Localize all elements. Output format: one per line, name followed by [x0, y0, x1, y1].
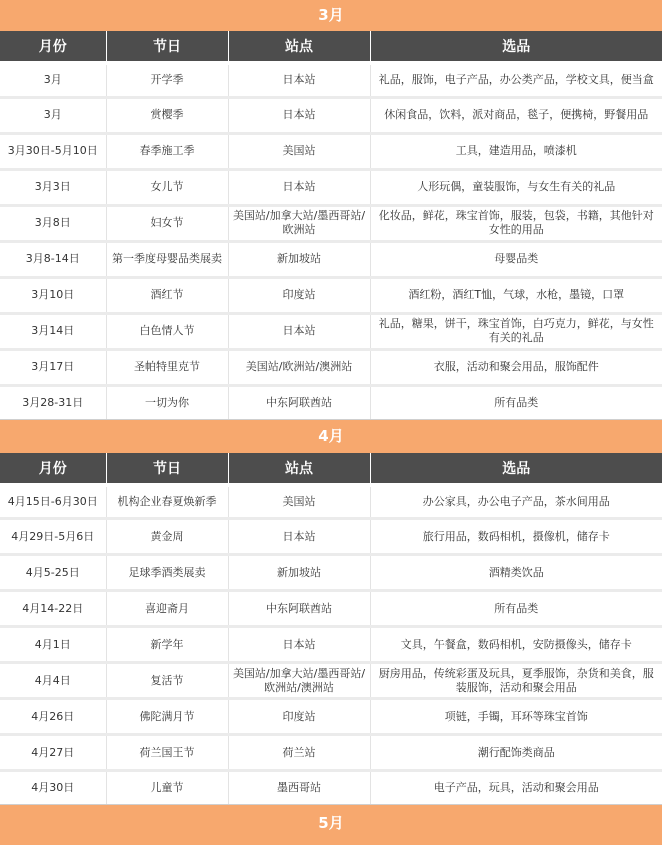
cell-festival: 黄金周: [106, 519, 228, 555]
cell-products: 母婴品类: [370, 241, 662, 277]
cell-site: 美国站/加拿大站/墨西哥站/欧洲站/澳洲站: [228, 663, 370, 699]
cell-festival: 佛陀满月节: [106, 699, 228, 735]
cell-festival: 机构企业春夏焕新季: [106, 487, 228, 519]
cell-site: 日本站: [228, 97, 370, 133]
header-site: 站点: [228, 31, 370, 61]
cell-products: 礼品，服饰，电子产品，办公类产品，学校文具，便当盒: [370, 65, 662, 97]
cell-products: 休闲食品，饮料，派对商品，毯子，便携椅，野餐用品: [370, 97, 662, 133]
cell-date: 4月15日-6月30日: [0, 487, 106, 519]
table-row: [0, 627, 662, 663]
cell-products: 酒红粉，酒红T恤，气球，水枪，墨镜，口罩: [370, 277, 662, 313]
cell-products: 人形玩偶，童装服饰，与女生有关的礼品: [370, 169, 662, 205]
april-table: [0, 453, 662, 806]
cell-site: 日本站: [228, 627, 370, 663]
cell-festival: 新学年: [106, 627, 228, 663]
cell-site: 荷兰站: [228, 735, 370, 771]
table-header-row: [0, 453, 662, 483]
cell-festival: 喜迎斋月: [106, 591, 228, 627]
cell-date: 3月8日: [0, 205, 106, 241]
cell-date: 4月4日: [0, 663, 106, 699]
table-row: [0, 313, 662, 349]
cell-date: 3月17日: [0, 349, 106, 385]
cell-date: 4月29日-5月6日: [0, 519, 106, 555]
cell-date: 4月14-22日: [0, 591, 106, 627]
table-row: [0, 591, 662, 627]
cell-products: 旅行用品，数码相机，摄像机，储存卡: [370, 519, 662, 555]
table-row: [0, 241, 662, 277]
cell-products: 潮行配饰类商品: [370, 735, 662, 771]
cell-date: 3月: [0, 65, 106, 97]
march-table: [0, 31, 662, 420]
cell-site: 日本站: [228, 169, 370, 205]
cell-site: 日本站: [228, 519, 370, 555]
cell-date: 3月: [0, 97, 106, 133]
table-row: [0, 385, 662, 419]
cell-festival: 开学季: [106, 65, 228, 97]
header-site: 站点: [228, 453, 370, 483]
cell-date: 3月8-14日: [0, 241, 106, 277]
cell-festival: 第一季度母婴品类展卖: [106, 241, 228, 277]
table-header-row: [0, 31, 662, 61]
table-row: [0, 133, 662, 169]
table-row: [0, 735, 662, 771]
table-row: [0, 65, 662, 97]
table-row: [0, 349, 662, 385]
cell-site: 日本站: [228, 313, 370, 349]
cell-date: 4月26日: [0, 699, 106, 735]
cell-site: 印度站: [228, 699, 370, 735]
cell-products: 衣服，活动和聚会用品，服饰配件: [370, 349, 662, 385]
cell-festival: 儿童节: [106, 771, 228, 805]
cell-site: 美国站/加拿大站/墨西哥站/欧洲站: [228, 205, 370, 241]
header-month: 月份: [0, 453, 106, 483]
cell-products: 厨房用品，传统彩蛋及玩具，夏季服饰，杂货和美食，服装服饰，活动和聚会用品: [370, 663, 662, 699]
cell-site: 墨西哥站: [228, 771, 370, 805]
cell-festival: 赏樱季: [106, 97, 228, 133]
cell-products: 电子产品，玩具，活动和聚会用品: [370, 771, 662, 805]
cell-site: 新加坡站: [228, 555, 370, 591]
header-products: 选品: [370, 31, 662, 61]
table-row: [0, 771, 662, 805]
header-festival: 节日: [106, 453, 228, 483]
table-row: [0, 205, 662, 241]
cell-site: 中东阿联酋站: [228, 385, 370, 419]
header-month: 月份: [0, 31, 106, 61]
cell-date: 4月5-25日: [0, 555, 106, 591]
table-row: [0, 487, 662, 519]
cell-date: 3月3日: [0, 169, 106, 205]
table-row: [0, 663, 662, 699]
cell-festival: 酒红节: [106, 277, 228, 313]
cell-products: 所有品类: [370, 385, 662, 419]
cell-products: 工具，建造用品，喷漆机: [370, 133, 662, 169]
cell-festival: 足球季酒类展卖: [106, 555, 228, 591]
table-row: [0, 277, 662, 313]
cell-products: 办公家具，办公电子产品，茶水间用品: [370, 487, 662, 519]
cell-date: 4月27日: [0, 735, 106, 771]
cell-festival: 复活节: [106, 663, 228, 699]
month-banner-may: 5月: [0, 805, 662, 845]
cell-products: 文具，午餐盒，数码相机，安防摄像头，储存卡: [370, 627, 662, 663]
month-banner-march: 3月: [0, 0, 662, 31]
cell-date: 3月30日-5月10日: [0, 133, 106, 169]
month-banner-april: 4月: [0, 420, 662, 453]
cell-festival: 白色情人节: [106, 313, 228, 349]
cell-festival: 荷兰国王节: [106, 735, 228, 771]
cell-festival: 女儿节: [106, 169, 228, 205]
table-row: [0, 519, 662, 555]
cell-festival: 春季施工季: [106, 133, 228, 169]
cell-date: 4月30日: [0, 771, 106, 805]
table-row: [0, 169, 662, 205]
table-row: [0, 97, 662, 133]
cell-products: 化妆品，鲜花，珠宝首饰，服装，包袋，书籍，其他针对女性的用品: [370, 205, 662, 241]
cell-site: 美国站: [228, 487, 370, 519]
cell-site: 美国站: [228, 133, 370, 169]
cell-site: 美国站/欧洲站/澳洲站: [228, 349, 370, 385]
cell-date: 3月28-31日: [0, 385, 106, 419]
cell-products: 所有品类: [370, 591, 662, 627]
cell-products: 酒精类饮品: [370, 555, 662, 591]
header-products: 选品: [370, 453, 662, 483]
cell-site: 新加坡站: [228, 241, 370, 277]
cell-date: 3月14日: [0, 313, 106, 349]
cell-site: 日本站: [228, 65, 370, 97]
cell-date: 3月10日: [0, 277, 106, 313]
cell-festival: 妇女节: [106, 205, 228, 241]
cell-festival: 一切为你: [106, 385, 228, 419]
header-festival: 节日: [106, 31, 228, 61]
cell-site: 印度站: [228, 277, 370, 313]
cell-products: 项链，手镯，耳环等珠宝首饰: [370, 699, 662, 735]
cell-products: 礼品，糖果，饼干，珠宝首饰，白巧克力，鲜花，与女性有关的礼品: [370, 313, 662, 349]
cell-festival: 圣帕特里克节: [106, 349, 228, 385]
table-row: [0, 555, 662, 591]
cell-site: 中东阿联酋站: [228, 591, 370, 627]
cell-date: 4月1日: [0, 627, 106, 663]
table-row: [0, 699, 662, 735]
